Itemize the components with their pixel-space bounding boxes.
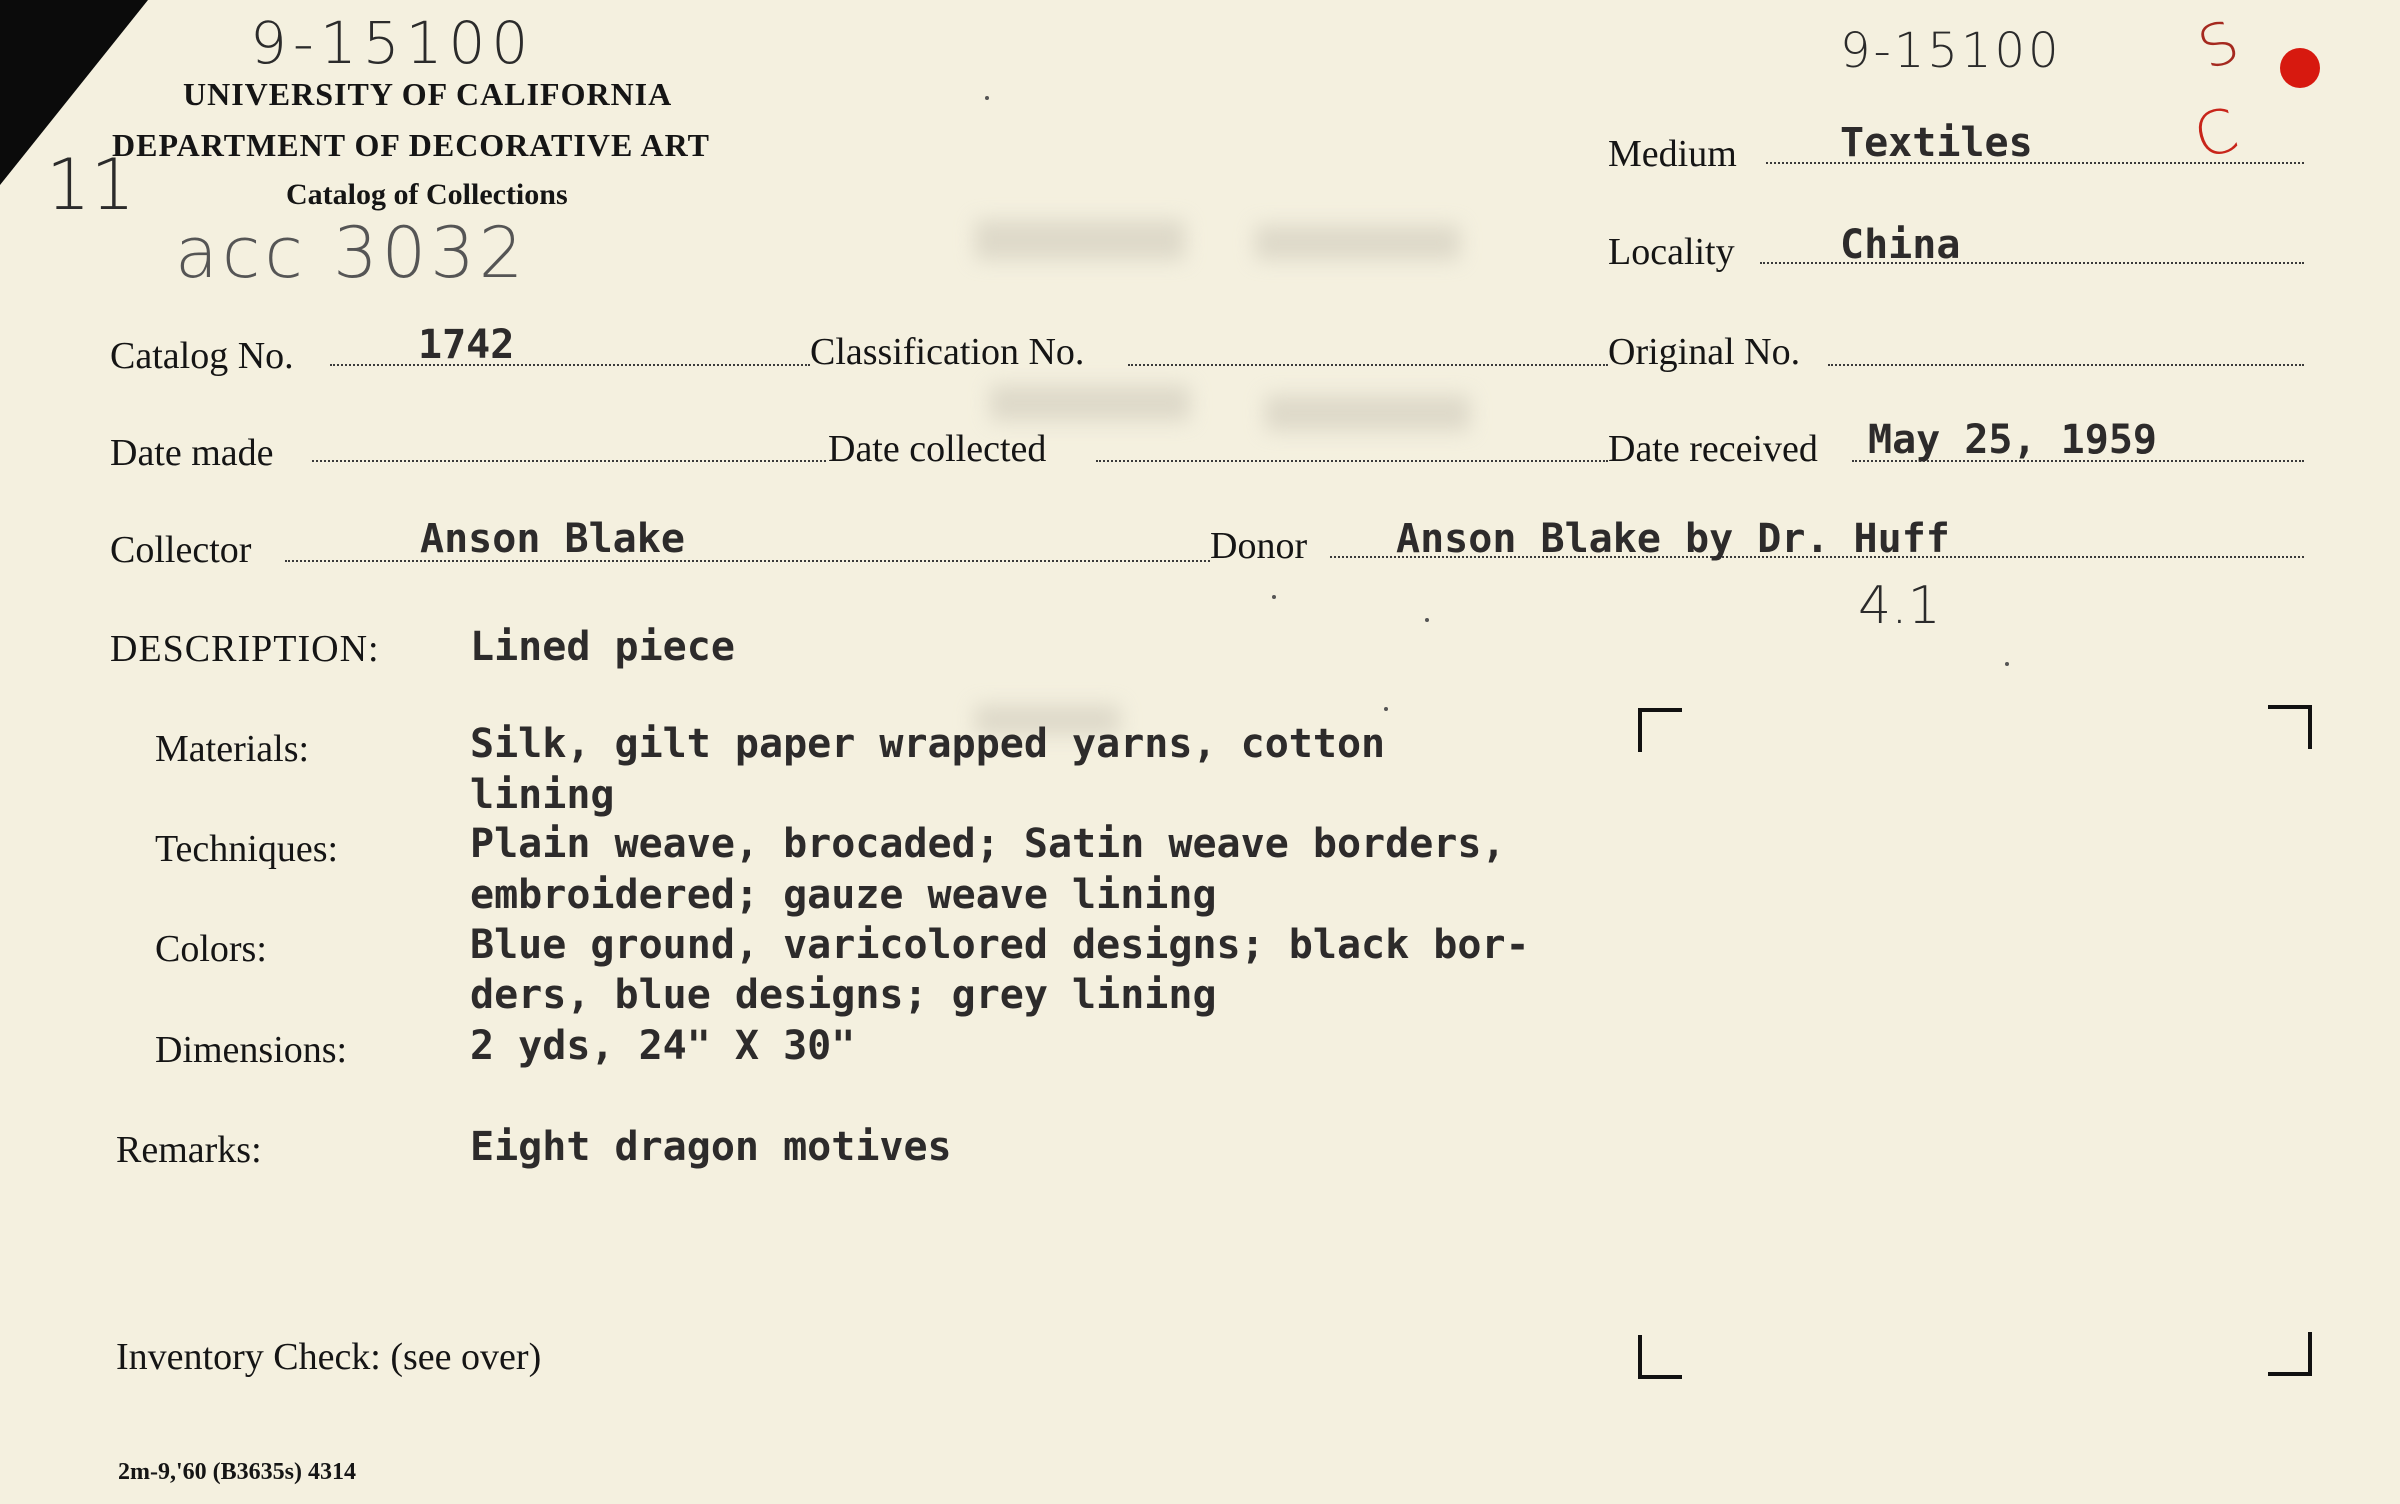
- colors-line-1: Blue ground, varicolored designs; black bor-: [470, 922, 1530, 968]
- description-label: DESCRIPTION:: [110, 628, 380, 670]
- show-through-smudge: [1265, 395, 1470, 431]
- date-received-value: May 25, 1959: [1868, 417, 2157, 463]
- paper-speck: [1384, 707, 1388, 711]
- handwritten-number-top-right: 9-15100: [1840, 23, 2062, 79]
- medium-label: Medium: [1608, 133, 1737, 175]
- paper-speck: [1425, 618, 1429, 622]
- date-collected-label: Date collected: [828, 428, 1047, 470]
- handwritten-measure: 4.1: [1858, 576, 1941, 636]
- inventory-check: Inventory Check: (see over): [116, 1336, 542, 1378]
- collector-value: Anson Blake: [420, 516, 685, 562]
- handwritten-number-top-left: 9-15100: [250, 9, 535, 77]
- medium-value: Textiles: [1840, 120, 2033, 166]
- catalog-no-line: [330, 364, 810, 366]
- locality-value: China: [1840, 222, 1961, 268]
- date-made-label: Date made: [110, 432, 274, 474]
- paper-speck: [985, 96, 989, 100]
- date-collected-line: [1096, 460, 1608, 462]
- mount-corner-bottom-right: [2268, 1332, 2312, 1376]
- department-heading: DEPARTMENT OF DECORATIVE ART: [112, 127, 710, 163]
- materials-label: Materials:: [155, 728, 310, 770]
- collector-label: Collector: [110, 529, 252, 571]
- catalog-no-label: Catalog No.: [110, 335, 294, 377]
- dimensions-label: Dimensions:: [155, 1029, 348, 1071]
- materials-line-2: lining: [470, 772, 615, 818]
- accession-number: acc 3032: [175, 212, 528, 294]
- red-marker-c: C: [2186, 94, 2246, 174]
- description-value: Lined piece: [470, 624, 735, 670]
- donor-label: Donor: [1210, 525, 1308, 567]
- remarks-value: Eight dragon motives: [470, 1124, 952, 1170]
- remarks-label: Remarks:: [116, 1129, 262, 1171]
- colors-label: Colors:: [155, 928, 267, 970]
- mount-corner-bottom-left: [1638, 1335, 1682, 1379]
- print-code: 2m-9,'60 (B3635s) 4314: [118, 1459, 356, 1485]
- catalog-no-value: 1742: [418, 322, 515, 368]
- mount-corner-top-left: [1638, 708, 1682, 752]
- classification-no-label: Classification No.: [810, 331, 1085, 373]
- show-through-smudge: [1255, 225, 1460, 260]
- materials-line-1: Silk, gilt paper wrapped yarns, cotton: [470, 721, 1386, 767]
- show-through-smudge: [990, 385, 1190, 421]
- locality-label: Locality: [1608, 231, 1735, 273]
- paper-speck: [2005, 662, 2009, 666]
- red-dot: [2280, 48, 2320, 88]
- original-no-label: Original No.: [1608, 331, 1801, 373]
- side-mark: 11: [46, 144, 136, 226]
- dimensions-value: 2 yds, 24" X 30": [470, 1023, 856, 1069]
- techniques-line-2: embroidered; gauze weave lining: [470, 872, 1217, 918]
- show-through-smudge: [975, 220, 1185, 260]
- techniques-line-1: Plain weave, brocaded; Satin weave borders,: [470, 821, 1506, 867]
- institution-heading: UNIVERSITY OF CALIFORNIA: [183, 76, 673, 112]
- techniques-label: Techniques:: [155, 828, 339, 870]
- catalog-title: Catalog of Collections: [286, 178, 568, 211]
- mount-corner-top-right: [2268, 705, 2312, 749]
- original-no-line: [1828, 364, 2304, 366]
- donor-value: Anson Blake by Dr. Huff: [1396, 516, 1950, 562]
- date-received-label: Date received: [1608, 428, 1818, 470]
- paper-speck: [1272, 595, 1276, 599]
- red-marker-s: S: [2189, 6, 2248, 84]
- classification-no-line: [1128, 364, 1608, 366]
- date-made-line: [312, 460, 826, 462]
- colors-line-2: ders, blue designs; grey lining: [470, 972, 1217, 1018]
